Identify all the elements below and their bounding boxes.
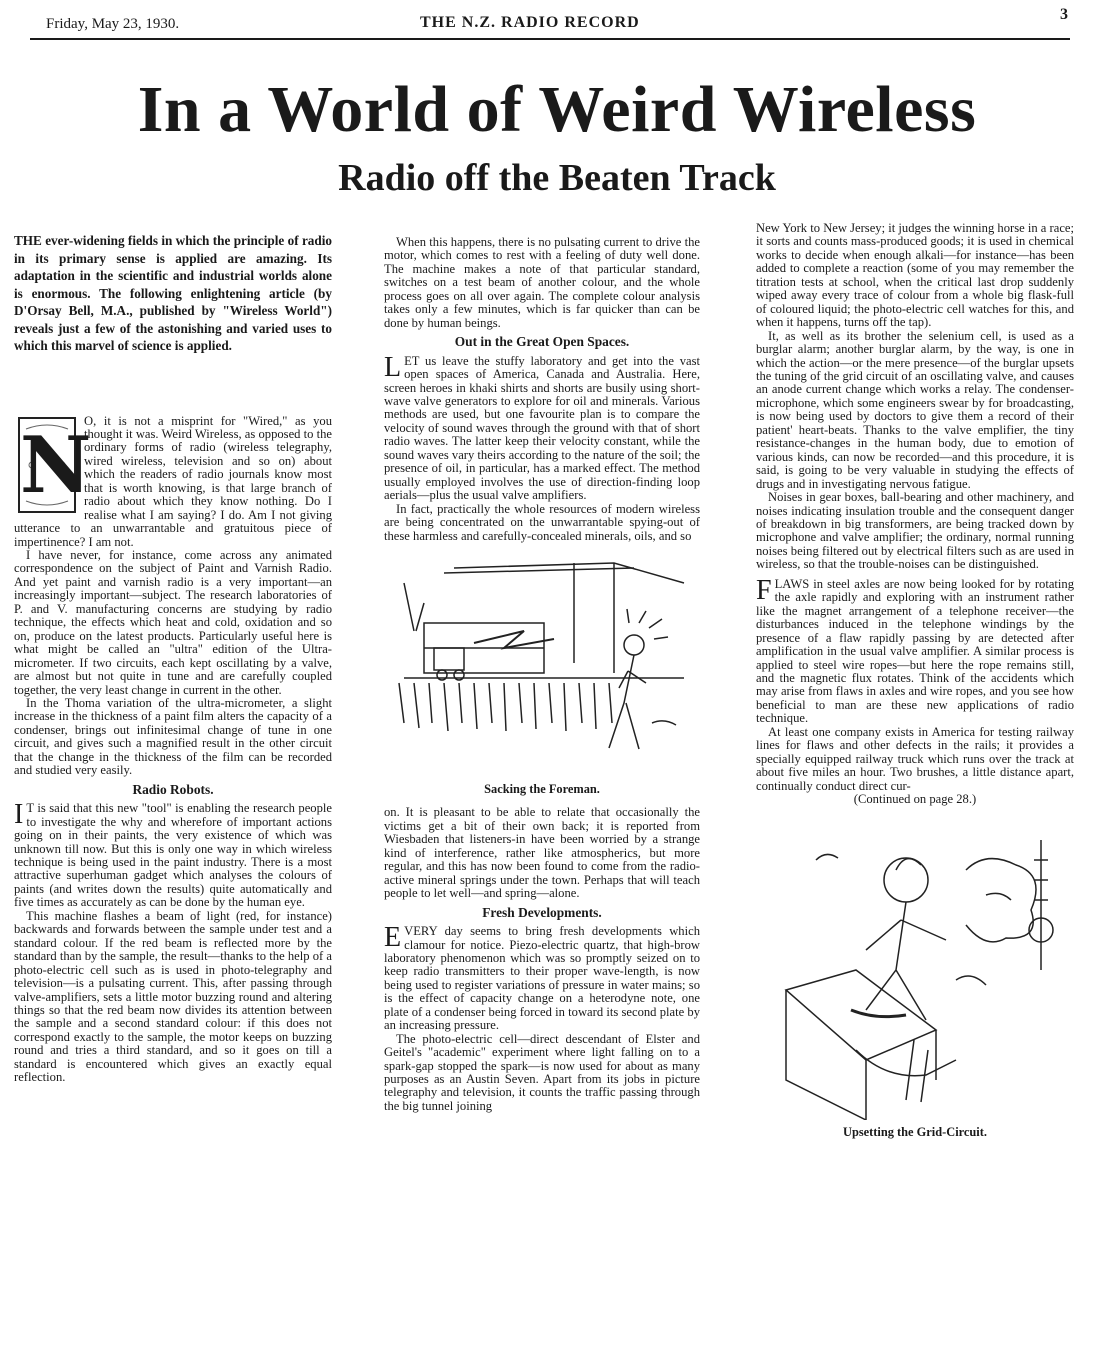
- paragraph: O, it is not a misprint for "Wired," as you thought it was. Weird Wireless, as opposed to the ordinary forms of radio (wireless telegraphy, wired wireless, television and so on) about which the readers of radio journals know most that is worth knowing, is that large branch of radio about which they know nothing. Do I realise what I am saying? I do. Am I not giving utterance to an unwarrantable and gratuitous piece of impertinence? I am not.: [14, 413, 332, 549]
- subheadline: Radio off the Beaten Track: [338, 157, 776, 199]
- page-number: 3: [1060, 6, 1068, 23]
- paragraph: T is said that this new "tool" is enabling the research people to investigate the why and wherefore of important actions going on in their paints, the very existence of which was unknown till now. But this is only one way in which wireless technique is being used in the paint industry. There is a most attractive superhuman gadget which analyses the colours of paints (and writes down the results) quite automatically and five times as accurately as can be done by the human eye.: [14, 801, 332, 910]
- paragraph: ET us leave the stuffy laboratory and get into the vast open spaces of America, Canada and Australia. Here, screen heroes in khaki shirts and shorts are busily using short-wave valve generators to explore for oil and minerals. Various methods are used, but one favourite plan is to compare the velocity of sound waves through the ground with that of short radio waves. The latter keep their velocity constant, while the sound waves vary theirs according to the nature of the soil; the presence of oil, in particular, has a marked effect. The method usually employed involves the use of direction-finding loop aerials—plus the usual valve amplifiers.: [384, 353, 700, 503]
- paragraph: Noises in gear boxes, ball-bearing and other machinery, and noises indicating insulation trouble and the consequent danger of breakdown in big transformers, are being tracked down by microphone and valve amplifier; the ordinary, normal running noises being filtered out by electrical filters such as are used in wireless, so that the trouble-noises can be distinguished.: [756, 490, 1074, 572]
- issue-date: Friday, May 23, 1930.: [46, 16, 180, 32]
- headline: In a World of Weird Wireless: [137, 73, 977, 146]
- paragraph: When this happens, there is no pulsating current to drive the motor, which comes to rest with a feeling of duty well done. The machine makes a note of that particular standard, switches on a test beam of another colour, and the whole process goes on all over again. The complete colour analysis takes only a few minutes, which is far quicker than can be done by human beings.: [384, 235, 700, 330]
- drop-cap: L: [384, 351, 402, 383]
- masthead: [30, 6, 1070, 40]
- drop-cap: E: [384, 922, 402, 954]
- paragraph: New York to New Jersey; it judges the winning horse in a race; it sorts and counts mass-produced goods; it is used in chemical works to decide when enough alkali—for instance—has been added to complete a reaction (some of you may remember the titration tests at school, when the critical last drop suddenly wiped away every trace of colour from a whole big flask-full of coloured liquid; the photo-electric cell watches for this, and when it happens, turns off the tap).: [756, 221, 1074, 330]
- section-heading: Out in the Great Open Spaces.: [454, 334, 630, 350]
- cartoon-illustration: [384, 553, 700, 779]
- figure-caption: Sacking the Foreman.: [484, 781, 600, 796]
- column-2: [384, 236, 700, 1113]
- section-heading: Radio Robots.: [132, 781, 214, 797]
- cartoon-illustration: [756, 820, 1074, 1120]
- drop-cap-letter: N: [20, 419, 92, 511]
- drop-cap: F: [756, 574, 772, 606]
- intro-paragraph: THE ever-widening fields in which the principle of radio in its primary sense is applied are amazing. Its adaptation in the scientific and industrial worlds alone is enormous. The following enlightening article (by D'Orsay Bell, M.A., published by "Wireless World") reveals just a few of the astonishing and varied uses to which this marvel of science is applied.: [14, 233, 332, 353]
- illustration-sacking-the-foreman: [384, 553, 700, 779]
- paragraph: This machine flashes a beam of light (red, for instance) backwards and forwards between the sample under test and a standard colour. If the red beam is reflected more by the standard than by the sample, the result—thanks to the help of a photo-electric cell such as is used in photo-telegraphy and television—is a pulsating current. This, after passing through valve-amplifiers, sets a little motor buzzing round and altering things so that the red beam now divides its attention between the sample and a second standard colour: if this does not correspond exactly to the sample, the motor keeps on buzzing round and tries a third standard, and so it goes on till a standard is encountered which gives an exactly equal reflection.: [14, 908, 332, 1085]
- column-1: [14, 232, 332, 1085]
- paragraph: The photo-electric cell—direct descendant of Elster and Geitel's "academic" experiment where light falling on to a spark-gap stopped the spark—is now used for about as many purposes as an Austin Seven. Apart from its jobs in picture telegraphy and television, it counts the traffic passing through the big tunnel joining: [384, 1031, 700, 1113]
- publication-title: THE N.Z. RADIO RECORD: [420, 14, 640, 31]
- column-3: [756, 222, 1074, 1150]
- continued-note: (Continued on page 28.): [853, 792, 977, 807]
- paragraph: It, as well as its brother the selenium cell, is used as a burglar alarm; another burglar alarm, by the way, is one in which the action—or the mere presence—of the burglar upsets the tuning of the grid circuit of an oscillating valve, and causes an anode current change which works a relay. The condenser-microphone, which some engineers swear by for broadcasting, is now being used by doctors to give them a record of their patient' heart-beats. Thanks to the valve emplifier, the tiny resistance-changes in the human body, due to emotion of various kinds, can now be recorded—and this procedure, it is said, is going to be very valuable in studying the effects of drugs and in investigating nervous fatigue.: [756, 328, 1074, 491]
- paragraph: In the Thoma variation of the ultra-micrometer, a slight increase in the thickness of a paint film alters the capacity of a condenser, brings out infinitesimal change of tune in one circuit, and gives such a magnified result in the other circuit that the change in the thickness of the film can be recorded and studied very easily.: [14, 696, 332, 778]
- paragraph: VERY day seems to bring fresh developments which clamour for notice. Piezo-electric quartz, that high-brow laboratory phenomenon which was so promptly seized on to keep radio transmitters to their proper wave-length, is now being used to register variations of pressure in water mains; so is the effect of capacity change on a heterodyne note, one plate of a condenser being forced in toward its second plate by an increasing pressure.: [384, 924, 700, 1033]
- paragraph: I have never, for instance, come across any animated correspondence on the subject of Paint and Varnish Radio. And yet paint and varnish radio is a very important—an increasingly important—subject. The research laboratories of P. and V. manufacturing concerns are studying by radio technique, the effects which heat and cold, oxidation and so on, produce on the latest products. Particularly useful here is what might be called an "ultra" edition of the Ultra-micrometer. If two circuits, each kept oscillating by a valve, are almost but not quite in tune and are carefully coupled together, the very least change in current in the other.: [14, 548, 332, 697]
- paragraph: In fact, practically the whole resources of modern wireless are being concentrated on the unwarrantable spying-out of these harmless and carefully-concealed minerals, oils, and so: [384, 501, 700, 543]
- drop-cap: I: [14, 799, 24, 831]
- section-heading: Fresh Developments.: [482, 904, 602, 920]
- illustration-upsetting-the-grid-circuit: [756, 820, 1074, 1120]
- ornamental-drop-cap: [18, 417, 92, 513]
- figure-caption: Upsetting the Grid-Circuit.: [843, 1125, 987, 1140]
- paragraph: on. It is pleasant to be able to relate that occasionally the victims get a bit of their own back; it is reported from Wiesbaden that listeners-in have been worried by a strange kind of interference, rather like atmospherics, but more regular, and this has now been found to come from the radio-active mineral springs under the town. Perhaps that will teach people to let well—and spring—alone.: [384, 805, 700, 901]
- paragraph: At least one company exists in America for testing railway lines for flaws and other defects in the rails; it provides a specially equipped railway truck which runs over the track at about five miles an hour. Two brushes, a little distance apart, continually conduct direct cur-: [756, 724, 1074, 793]
- paragraph: LAWS in steel axles are now being looked for by rotating the axle rapidly and exploring with an instrument rather like the magnet arrangement of a telephone receiver—the disturbances induced in the telephone windings by the presence of a flaw rapidly passing by are detected after amplification in the usual valve amplifier. A similar process is applied to steel wire ropes—but here the rope remains still, and the magnetic flux rotates. Think of the accidents which may arise from flaws in axles and wire ropes, and you see how beneficial to man are these new applications of radio technique.: [756, 576, 1074, 726]
